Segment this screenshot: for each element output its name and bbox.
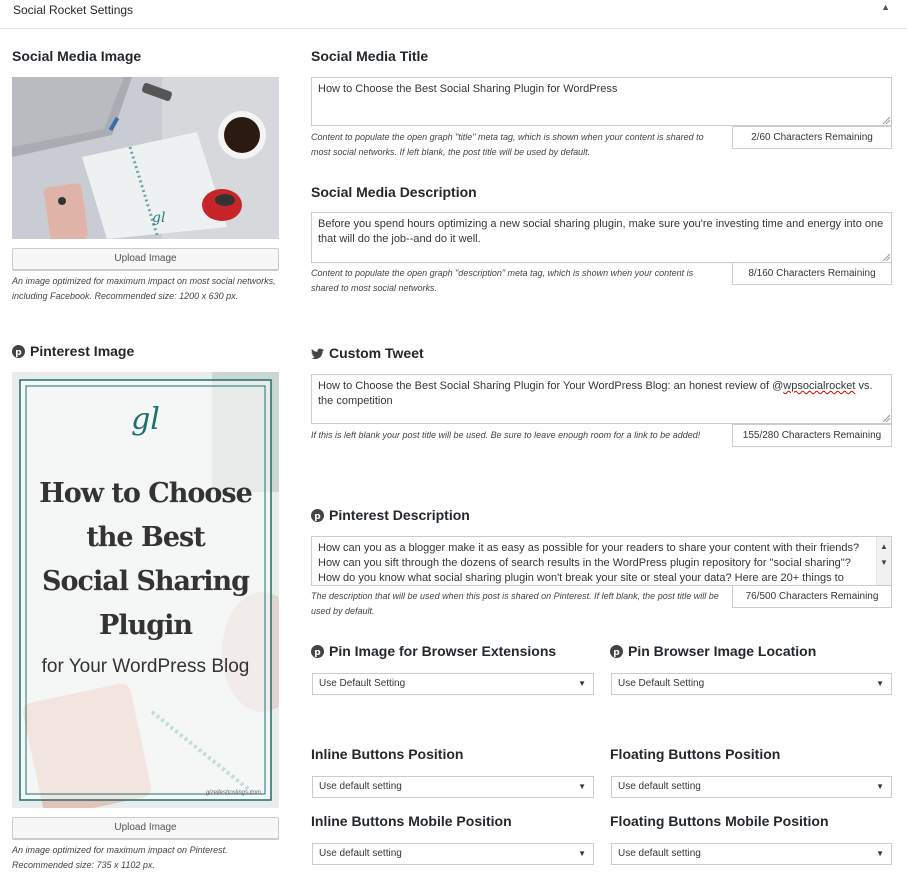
inline-pos-select[interactable]: [312, 776, 594, 798]
social-desc-textarea[interactable]: [311, 212, 892, 263]
custom-tweet-textarea[interactable]: [311, 374, 892, 424]
pinterest-icon: [610, 645, 623, 658]
pin-line-1: How to Choose: [39, 478, 252, 509]
social-title-textarea[interactable]: [311, 77, 892, 126]
dropdown-arrow-icon: ▼: [578, 782, 586, 791]
pinterest-desc-help: The description that will be used when this post is shared on Pinterest. If left blank, the post title will be used by default.: [311, 591, 719, 616]
pinterest-icon: [12, 345, 25, 358]
svg-text:p: p: [15, 348, 22, 358]
pinterest-desc-heading-label: Pinterest Description: [329, 507, 470, 523]
tweet-value-handle: wpsocialrocket: [783, 380, 856, 392]
social-title-heading: Social Media Title: [311, 48, 429, 64]
floating-mobile-heading: Floating Buttons Mobile Position: [610, 813, 829, 829]
social-desc-counter: 8/160 Characters Remaining: [732, 262, 892, 285]
pinterest-desc-textarea[interactable]: [311, 536, 892, 586]
desk-photo: [12, 77, 279, 239]
floating-pos-select[interactable]: [611, 776, 892, 798]
custom-tweet-counter: 155/280 Characters Remaining: [732, 424, 892, 447]
upload-social-image-button[interactable]: Upload Image: [12, 248, 279, 270]
social-desc-heading: Social Media Description: [311, 184, 477, 200]
pin-logo: gl: [131, 402, 160, 437]
social-image-preview: [12, 77, 279, 239]
resize-handle-icon[interactable]: [882, 116, 890, 124]
svg-text:p: p: [613, 648, 620, 658]
dropdown-arrow-icon: ▼: [876, 849, 884, 858]
scroll-up-arrow-icon[interactable]: ▲: [880, 542, 888, 551]
floating-mobile-select[interactable]: [611, 843, 892, 865]
pin-loc-select[interactable]: [611, 673, 892, 695]
inline-mobile-heading: Inline Buttons Mobile Position: [311, 813, 512, 829]
pin-ext-heading: [311, 643, 556, 659]
pinterest-image-help: An image optimized for maximum impact on Pinterest. Recommended size: 735 x 1102 px.: [12, 845, 228, 870]
svg-text:p: p: [314, 648, 321, 658]
pin-line-3: Social Sharing: [42, 566, 249, 597]
scroll-down-arrow-icon[interactable]: ▼: [880, 558, 888, 567]
pin-loc-heading: [610, 643, 816, 659]
social-title-value: How to Choose the Best Social Sharing Plugin for WordPress: [318, 83, 618, 95]
dropdown-arrow-icon: ▼: [876, 679, 884, 688]
pin-ext-heading-label: Pin Image for Browser Extensions: [329, 643, 557, 659]
tweet-value-part1: How to Choose the Best Social Sharing Plugin for Your WordPress Blog: an honest review of @: [318, 380, 784, 392]
pinterest-desc-heading: [311, 507, 470, 523]
pin-ext-selected: Use Default Setting: [319, 678, 406, 689]
custom-tweet-heading-label: Custom Tweet: [329, 345, 424, 361]
pinterest-image-heading-label: Pinterest Image: [30, 343, 135, 359]
floating-pos-selected: Use default setting: [618, 781, 701, 792]
upload-pinterest-image-button[interactable]: Upload Image: [12, 817, 279, 839]
panel-title: Social Rocket Settings: [13, 3, 134, 17]
social-image-heading: Social Media Image: [12, 48, 142, 64]
resize-handle-icon[interactable]: [882, 414, 890, 422]
custom-tweet-heading: [311, 345, 424, 361]
pin-credit: gizelleshoslings.com: [205, 790, 261, 796]
inline-mobile-selected: Use default setting: [319, 848, 402, 859]
resize-handle-icon[interactable]: [882, 253, 890, 261]
twitter-icon: [311, 348, 324, 360]
pinterest-image-heading: [12, 343, 134, 359]
pin-loc-selected: Use Default Setting: [618, 678, 705, 689]
pin-subline: for Your WordPress Blog: [41, 656, 250, 677]
custom-tweet-help: If this is left blank your post title will be used. Be sure to leave enough room for a link to be added!: [311, 430, 701, 440]
dropdown-arrow-icon: ▼: [876, 782, 884, 791]
tweet-value-part2: vs. the competition: [318, 380, 873, 407]
svg-text:p: p: [314, 512, 321, 522]
social-title-counter: 2/60 Characters Remaining: [732, 126, 892, 149]
social-image-help: An image optimized for maximum impact on most social networks, including Facebook. Recommended size: 1200 x 630 px.: [12, 276, 276, 301]
social-desc-value: Before you spend hours optimizing a new social sharing plugin, make sure you're investing time and energy into one that will do the job--and do it well.: [318, 218, 884, 245]
pin-loc-heading-label: Pin Browser Image Location: [628, 643, 817, 659]
social-title-help: Content to populate the open graph "title" meta tag, which is shown when your content is shared to most social networks. If left blank, the post title will be used by default.: [311, 132, 704, 157]
pin-headline: [12, 472, 279, 648]
dropdown-arrow-icon: ▼: [578, 679, 586, 688]
pinterest-desc-counter: 76/500 Characters Remaining: [732, 585, 892, 608]
pin-line-2: the Best: [86, 522, 205, 553]
collapse-arrow-icon[interactable]: ▲: [881, 2, 890, 12]
dropdown-arrow-icon: ▼: [578, 849, 586, 858]
pinterest-icon: [311, 645, 324, 658]
textarea-scrollbar[interactable]: [876, 537, 891, 585]
inline-pos-heading: Inline Buttons Position: [311, 746, 464, 762]
floating-mobile-selected: Use default setting: [618, 848, 701, 859]
pinterest-image-preview: [12, 372, 279, 808]
pin-line-4: Plugin: [99, 610, 192, 641]
pinterest-desc-value: How can you as a blogger make it as easy as possible for your readers to share your content with their friends? How can you sift through the dozens of search results in the WordPress plugin repository for "social sharing"? How do you know what social sharing plugin won't break your site or steal your data? Here are 20+ things to: [318, 542, 860, 584]
inline-mobile-select[interactable]: [312, 843, 594, 865]
social-desc-help: Content to populate the open graph "description" meta tag, which is shown when your content is shared to most social networks.: [311, 268, 694, 293]
svg-text:gl: gl: [152, 210, 166, 226]
floating-pos-heading: Floating Buttons Position: [610, 746, 781, 762]
inline-pos-selected: Use default setting: [319, 781, 402, 792]
pin-ext-select[interactable]: [312, 673, 594, 695]
pinterest-icon: [311, 509, 324, 522]
panel-header[interactable]: [0, 0, 907, 29]
